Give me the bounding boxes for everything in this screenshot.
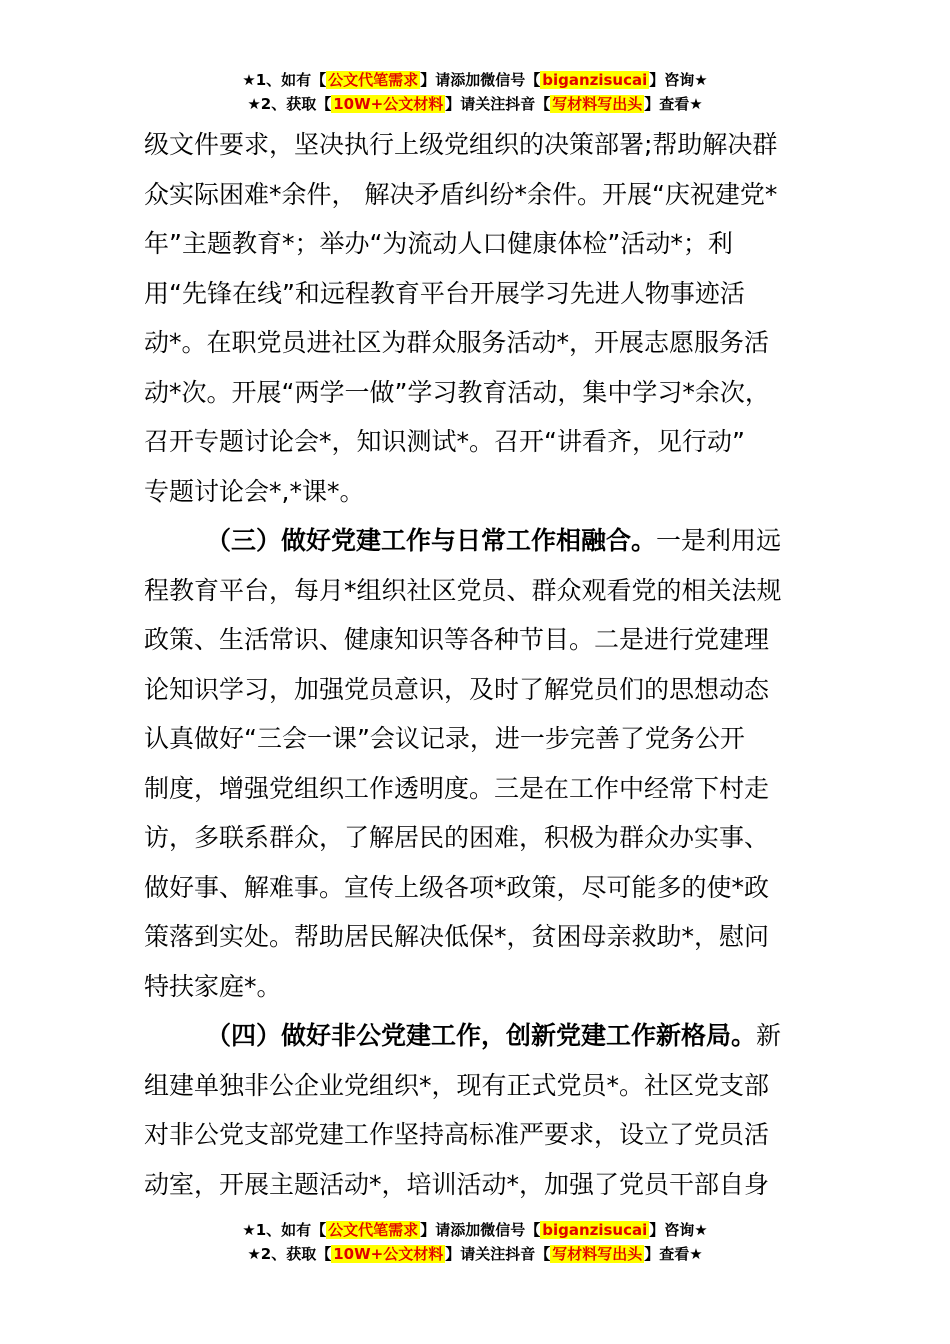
text-line: 认真做好“三会一课”会议记录，进一步完善了党务公开 <box>144 724 745 753</box>
banner-line-1-suffix: 】咨询★ <box>649 71 708 89</box>
text-line: 年”主题教育*；举办“为流动人口健康体检”活动*；利 <box>144 229 733 258</box>
banner-line-2-suffix: 】查看★ <box>644 95 703 113</box>
text-line: 专题讨论会*,*课*。 <box>144 476 365 506</box>
text-line: 对非公党支部党建工作坚持高标准严要求，设立了党员活 <box>144 1120 770 1149</box>
banner-line-2-suffix: 】查看★ <box>644 1245 703 1263</box>
text-line: 做好事、解难事。宣传上级各项*政策，尽可能多的使*政 <box>144 872 770 902</box>
paragraph-section-4 <box>144 1011 834 1209</box>
banner-highlight-materials: 10W+公文材料 <box>333 1245 444 1263</box>
header-banner <box>0 68 950 116</box>
text-line: 组建单独非公企业党组织*，现有正式党员*。社区党支部 <box>144 1070 770 1100</box>
banner-line-1 <box>0 1218 950 1242</box>
section-3-heading: （三）做好党建工作与日常工作相融合。 <box>206 526 657 555</box>
banner-line-1-suffix: 】咨询★ <box>649 1221 708 1239</box>
banner-highlight-service: 公文代笔需求 <box>328 71 419 89</box>
banner-highlight-wechat-id: biganzisucai <box>542 1221 648 1239</box>
text-line: 特扶家庭*。 <box>144 971 282 1001</box>
banner-line-1-prefix: ★1、如有【 <box>242 1221 327 1239</box>
text-line: 策落到实处。帮助居民解决低保*，贫困母亲救助*，慰问 <box>144 922 770 951</box>
banner-line-2-prefix: ★2、获取【 <box>247 1245 332 1263</box>
banner-highlight-wechat-id: biganzisucai <box>542 71 648 89</box>
banner-line-2 <box>0 92 950 116</box>
text-line: 动*。在职党员进社区为群众服务活动*，开展志愿服务活 <box>144 328 770 357</box>
section-3-lead-text: 一是利用远 <box>656 526 782 555</box>
banner-highlight-service: 公文代笔需求 <box>328 1221 419 1239</box>
section-4-lead-text: 新 <box>756 1021 782 1050</box>
paragraph-continued <box>144 120 834 516</box>
text-line: 政策、生活常识、健康知识等各种节目。二是进行党建理 <box>144 625 770 654</box>
footer-banner <box>0 1218 950 1266</box>
text-line: 访，多联系群众，了解居民的困难，积极为群众办实事、 <box>144 823 770 852</box>
document-body <box>144 120 834 1209</box>
banner-highlight-douyin: 写材料写出头 <box>552 95 643 113</box>
section-4-heading: （四）做好非公党建工作，创新党建工作新格局。 <box>206 1021 757 1050</box>
text-line: 动*次。开展“两学一做”学习教育活动，集中学习*余次， <box>144 377 770 407</box>
banner-line-1-middle: 】请添加微信号【 <box>420 1221 541 1239</box>
banner-line-2-middle: 】请关注抖音【 <box>445 95 551 113</box>
section-4-first-line <box>144 1011 834 1061</box>
text-line: 制度，增强党组织工作透明度。三是在工作中经常下村走 <box>144 773 770 803</box>
text-line: 论知识学习，加强党员意识，及时了解党员们的思想动态 <box>144 674 770 704</box>
text-line: 召开专题讨论会*，知识测试*。召开“讲看齐，见行动” <box>144 427 745 456</box>
text-line: 程教育平台，每月*组织社区党员、群众观看党的相关法规 <box>144 575 782 605</box>
text-line: 用“先锋在线”和远程教育平台开展学习先进人物事迹活 <box>144 278 745 308</box>
paragraph-section-3 <box>144 516 834 1011</box>
banner-line-1-middle: 】请添加微信号【 <box>420 71 541 89</box>
banner-line-2-middle: 】请关注抖音【 <box>445 1245 551 1263</box>
banner-line-2-prefix: ★2、获取【 <box>247 95 332 113</box>
section-3-first-line <box>144 516 834 566</box>
banner-line-1 <box>0 68 950 92</box>
text-line: 动室，开展主题活动*，培训活动*，加强了党员干部自身 <box>144 1169 770 1199</box>
text-line: 级文件要求，坚决执行上级党组织的决策部署;帮助解决群 <box>144 130 778 159</box>
banner-line-2 <box>0 1242 950 1266</box>
banner-line-1-prefix: ★1、如有【 <box>242 71 327 89</box>
banner-highlight-douyin: 写材料写出头 <box>552 1245 643 1263</box>
banner-highlight-materials: 10W+公文材料 <box>333 95 444 113</box>
text-line: 众实际困难*余件， 解决矛盾纠纷*余件。开展“庆祝建党* <box>144 179 778 209</box>
